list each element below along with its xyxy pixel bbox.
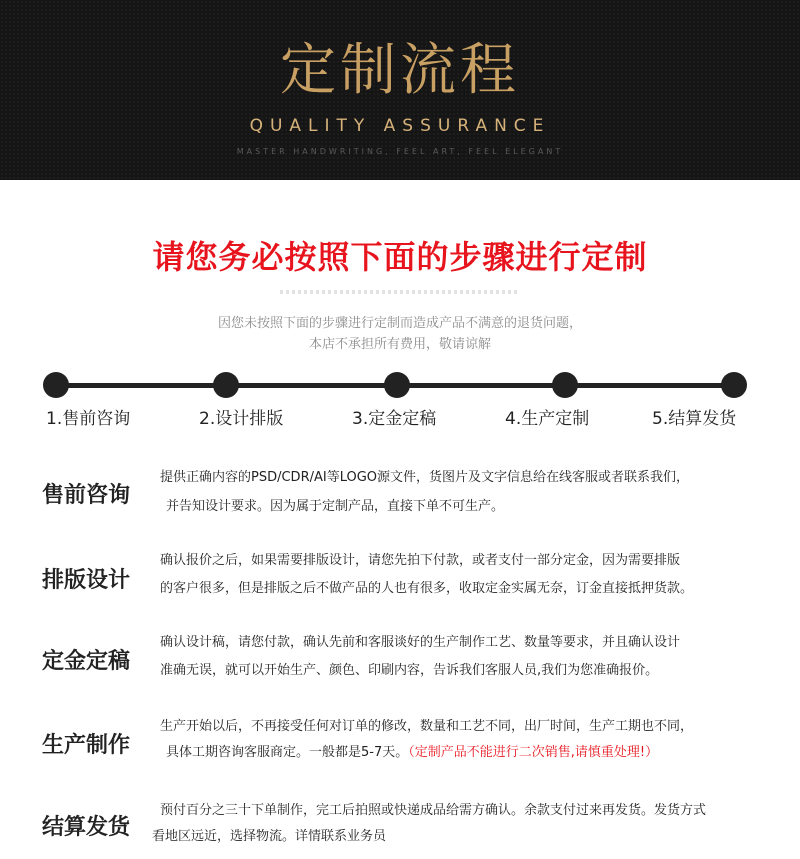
section-line <box>166 744 658 762</box>
timeline-dot <box>213 372 239 398</box>
timeline-dot <box>43 372 69 398</box>
section-title: 生产制作 <box>42 733 131 758</box>
page-title: 定制流程 <box>280 38 520 103</box>
notice-line-2: 本店不承担所有费用，敬请谅解 <box>308 337 491 352</box>
section-line: 的客户很多，但是排版之后不做产品的人也有很多，收取定金实属无奈，订金直接抵押货款。 <box>160 581 694 596</box>
notice-title: 请您务必按照下面的步骤进行定制 <box>152 238 648 276</box>
timeline-dot <box>721 372 747 398</box>
section-title: 排版设计 <box>42 568 131 593</box>
page-subtitle: QUALITY ASSURANCE <box>249 116 551 136</box>
section-line: 确认报价之后，如果需要排版设计，请您先拍下付款，或者支付一部分定金，因为需要排版 <box>160 553 681 568</box>
step-label-4: 4.生产定制 <box>505 409 590 429</box>
timeline-dot <box>552 372 578 398</box>
section-line: 并告知设计要求。因为属于定制产品，直接下单不可生产。 <box>166 499 505 514</box>
step-label-1: 1.售前咨询 <box>46 409 131 429</box>
page-tagline: MASTER HANDWRITING, FEEL ART, FEEL ELEGANT <box>236 147 564 156</box>
header-banner <box>0 0 800 180</box>
section-line: 确认设计稿，请您付款，确认先前和客服谈好的生产制作工艺、数量等要求，并且确认设计 <box>160 635 681 650</box>
timeline-dot <box>384 372 410 398</box>
section-title: 定金定稿 <box>42 649 131 674</box>
warning-text: （定制产品不能进行二次销售,请慎重处理!） <box>408 745 659 760</box>
section-title: 售前咨询 <box>42 483 131 508</box>
notice-body <box>0 313 800 355</box>
step-label-5: 5.结算发货 <box>652 409 737 429</box>
section-line: 预付百分之三十下单制作，完工后拍照或快递成品给需方确认。余款支付过来再发货。发货方式 <box>160 803 707 818</box>
decorative-divider <box>280 290 520 294</box>
notice-line-1: 因您未按照下面的步骤进行定制而造成产品不满意的退货问题， <box>217 316 582 331</box>
section-line: 提供正确内容的PSD/CDR/AI等LOGO源文件，货图片及文字信息给在线客服或者联系我们， <box>160 470 690 485</box>
step-label-2: 2.设计排版 <box>199 409 284 429</box>
section-title: 结算发货 <box>42 815 131 840</box>
section-line: 看地区远近，选择物流。详情联系业务员 <box>152 829 387 844</box>
step-label-3: 3.定金定稿 <box>352 409 437 429</box>
section-line: 生产开始以后，不再接受任何对订单的修改，数量和工艺不同，出厂时间，生产工期也不同， <box>160 719 694 734</box>
section-line: 准确无误，就可以开始生产、颜色、印刷内容，告诉我们客服人员,我们为您准确报价。 <box>160 663 659 678</box>
section-text: 具体工期咨询客服商定。一般都是5-7天。 <box>166 745 409 760</box>
